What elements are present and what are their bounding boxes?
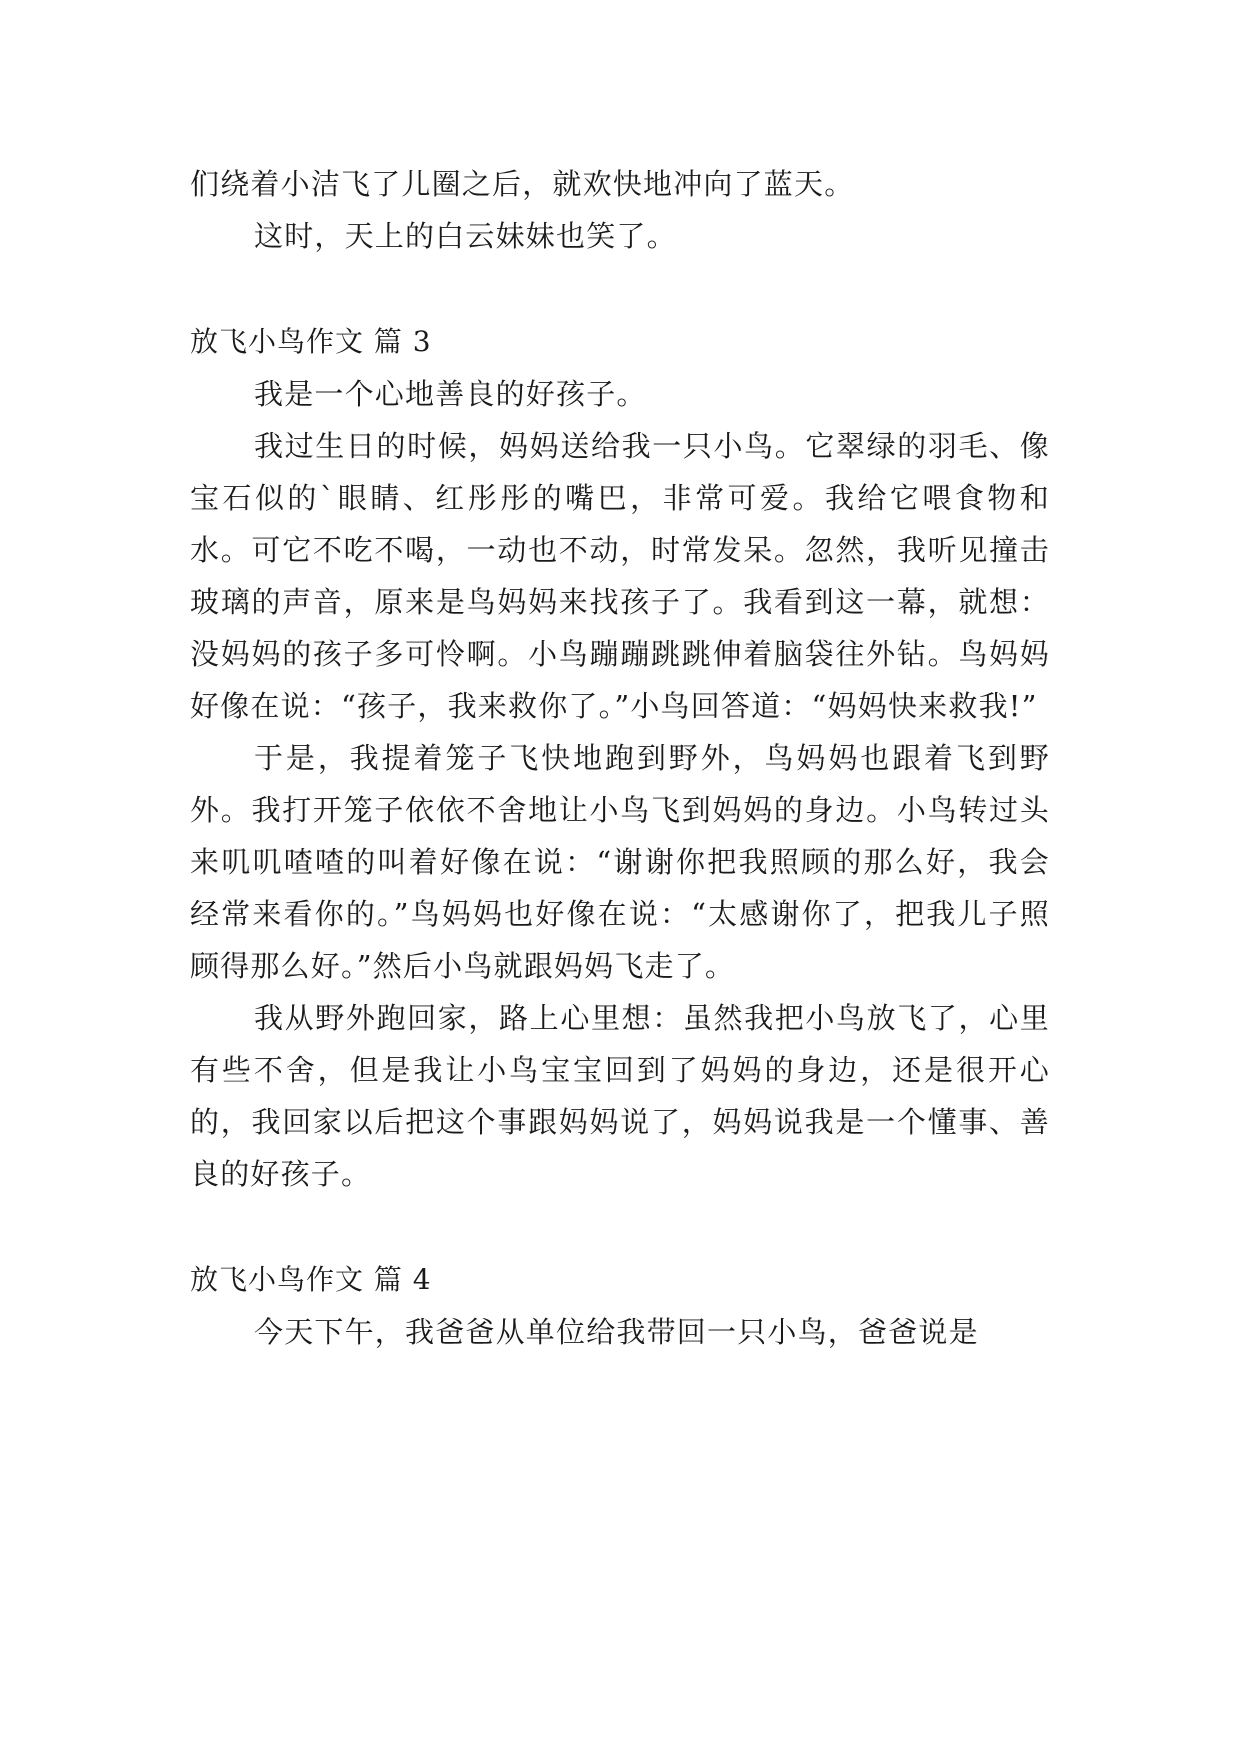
section-gap — [190, 262, 1050, 316]
paragraph: 今天下午，我爸爸从单位给我带回一只小鸟，爸爸说是 — [254, 1315, 979, 1349]
paragraph: 于是，我提着笼子飞快地跑到野外，鸟妈妈也跟着飞到野外。我打开笼子依依不舍地让小鸟飞到妈妈的身边。小鸟转过头来叽叽喳喳的叫着好像在说：“谢谢你把我照顾的那么好，我会经常来看你的。”鸟妈妈也好像在说：“太感谢你了，把我儿子照顾得那么好。”然后小鸟就跟妈妈飞走了。 — [190, 741, 1050, 983]
paragraph: 我是一个心地善良的好孩子。 — [254, 377, 647, 411]
section-heading-4: 放飞小鸟作文 篇 4 — [190, 1263, 432, 1296]
section-heading-3: 放飞小鸟作文 篇 3 — [190, 325, 432, 358]
paragraph: 我过生日的时候，妈妈送给我一只小鸟。它翠绿的羽毛、像宝石似的`眼睛、红彤彤的嘴巴，非常可爱。我给它喂食物和水。可它不吃不喝，一动也不动，时常发呆。忽然，我听见撞击玻璃的声音，原来是鸟妈妈来找孩子了。我看到这一幕，就想：没妈妈的孩子多可怜啊。小鸟蹦蹦跳跳伸着脑袋往外钻。鸟妈妈好像在说：“孩子，我来救你了。”小鸟回答道：“妈妈快来救我!” — [190, 429, 1050, 723]
document-body — [190, 158, 1050, 1358]
paragraph: 我从野外跑回家，路上心里想：虽然我把小鸟放飞了，心里有些不舍，但是我让小鸟宝宝回到了妈妈的身边，还是很开心的，我回家以后把这个事跟妈妈说了，妈妈说我是一个懂事、善良的好孩子。 — [190, 1001, 1050, 1191]
paragraph-continuation: 们绕着小洁飞了儿圈之后，就欢快地冲向了蓝天。 — [190, 167, 855, 201]
paragraph: 这时，天上的白云妹妹也笑了。 — [254, 219, 677, 253]
section-gap — [190, 1200, 1050, 1254]
